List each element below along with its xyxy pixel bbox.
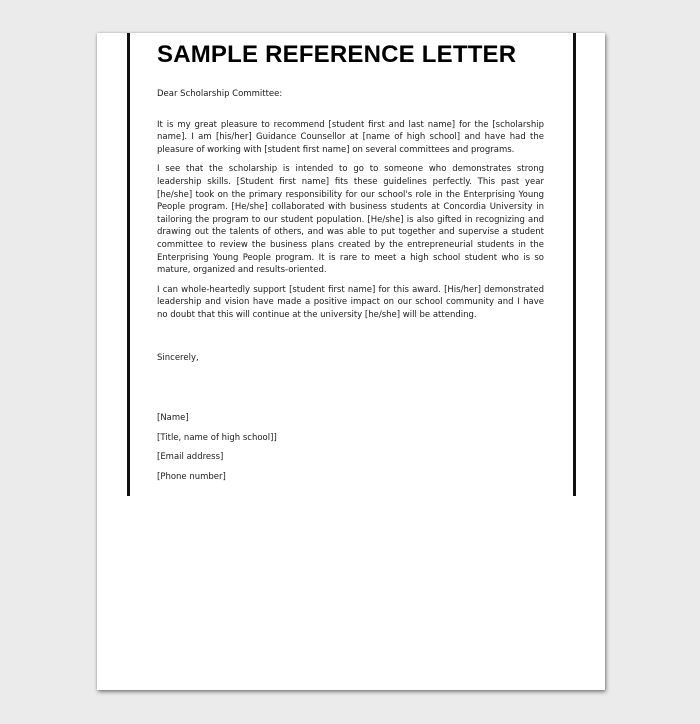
signature-title: [Title, name of high school]]	[157, 432, 277, 443]
paragraph-introduction: It is my great pleasure to recommend [student first and last name] for the [scholarship name]. I am [his/her] Guidance Counsellor at [name of high school] and have had the pleasure of working with [student first name] on several committees and programs.	[157, 119, 544, 155]
paragraph-leadership: I see that the scholarship is intended to go to someone who demonstrates strong leadership skills. [Student first name] fits these guidelines perfectly. This past year [he/she] took on the primary responsibility for our school's role in the Enterprising Young People program. [He/she] collaborated with business students at Concordia University in tailoring the program to our student population. [He/she] is also gifted in recognizing and drawing out the talents of others, and was able to put together and supervise a student committee to review the business plans created by the entrepreneurial students in the Enterprising Young People program. It is rare to meet a high school student who is so mature, organized and results-oriented.	[157, 164, 544, 276]
signature-phone: [Phone number]	[157, 471, 226, 482]
letter-content	[157, 41, 544, 483]
signature-name: [Name]	[157, 413, 189, 424]
document-page	[97, 33, 605, 690]
letter-title: SAMPLE REFERENCE LETTER	[157, 41, 517, 68]
signature-email: [Email address]	[157, 452, 224, 463]
closing: Sincerely,	[157, 352, 199, 363]
right-border-rule	[573, 33, 576, 496]
paragraph-support: I can whole-heartedly support [student first name] for this award. [His/her] demonstrated leadership and vision have made a positive impact on our school community and I have no doubt that this will continue at the university [he/she] will be attending.	[157, 284, 544, 320]
salutation: Dear Scholarship Committee:	[157, 89, 283, 99]
left-border-rule	[127, 33, 130, 496]
